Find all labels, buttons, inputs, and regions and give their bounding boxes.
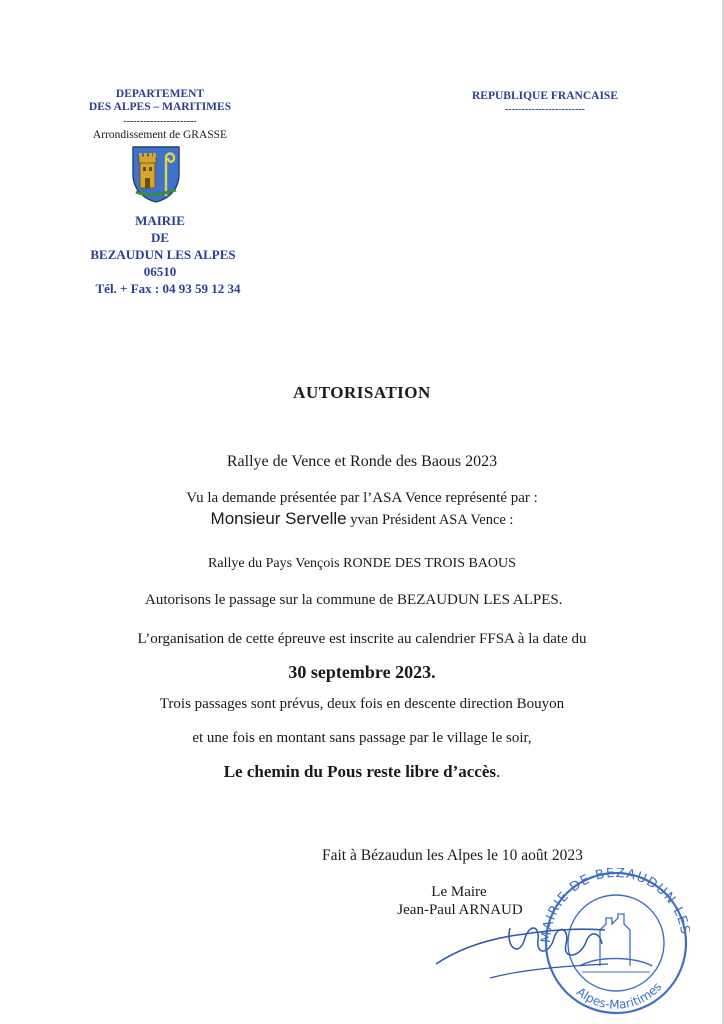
passages-line2: et une fois en montant sans passage par le village le soir, (192, 730, 532, 746)
mayor-title: Le Maire (431, 884, 487, 900)
stamp-seal-icon (430, 868, 690, 1018)
event-name: Rallye de Vence et Ronde des Baous 2023 (226, 453, 498, 470)
rally-name: Rallye du Pays Vençois RONDE DES TROIS BAOUS (208, 556, 516, 571)
official-stamp (430, 868, 690, 1018)
road-note-line (0, 762, 724, 782)
representative-line (0, 509, 724, 529)
road-note: Le chemin du Pous reste libre d’accès (223, 762, 497, 781)
authorization-line: Autorisons le passage sur la commune de BEZAUDUN LES ALPES. (145, 592, 563, 608)
calendar-line: L’organisation de cette épreuve est inscrite au calendrier FFSA à la date du (137, 631, 587, 647)
stamp-bottom-text: Alpes-Maritimes (573, 979, 665, 1012)
coat-of-arms-icon (130, 144, 182, 204)
representative-role: yvan Président ASA Vence : (346, 512, 514, 528)
passages-line1: Trois passages sont prévus, deux fois en descente direction Bouyon (159, 696, 565, 712)
document-title: AUTORISATION (293, 383, 431, 402)
mairie-label: MAIRIE (135, 213, 185, 228)
coat-of-arms (130, 144, 182, 204)
postcode: 06510 (143, 264, 177, 279)
stamp-top-text: MAIRIE DE BEZAUDUN LE (538, 868, 690, 944)
department-line2: DES ALPES – MARITIMES (88, 101, 232, 113)
right-separator: ------------------------ (505, 104, 585, 115)
republique-francaise: REPUBLIQUE FRANCAISE (471, 90, 618, 102)
svg-text:MAIRIE DE BEZAUDUN LES ALPES (430, 868, 690, 943)
representative-name: Monsieur Servelle (210, 509, 347, 528)
mayor-name: Jean-Paul ARNAUD (397, 902, 523, 918)
tel-fax: Tél. + Fax : 04 93 59 12 34 (95, 281, 241, 296)
arrondissement: Arrondissement de GRASSE (92, 129, 228, 141)
department-line1: DEPARTEMENT (115, 88, 205, 100)
event-date: 30 septembre 2023. (288, 662, 436, 682)
road-note-end: . (496, 762, 501, 781)
place-date: Fait à Bézaudun les Alpes le 10 août 2023 (322, 847, 583, 864)
left-separator: ---------------------- (123, 116, 197, 127)
commune-name: BEZAUDUN LES ALPES (90, 247, 236, 262)
de-label: DE (150, 230, 170, 245)
request-line: Vu la demande présentée par l’ASA Vence représenté par : (186, 490, 538, 506)
